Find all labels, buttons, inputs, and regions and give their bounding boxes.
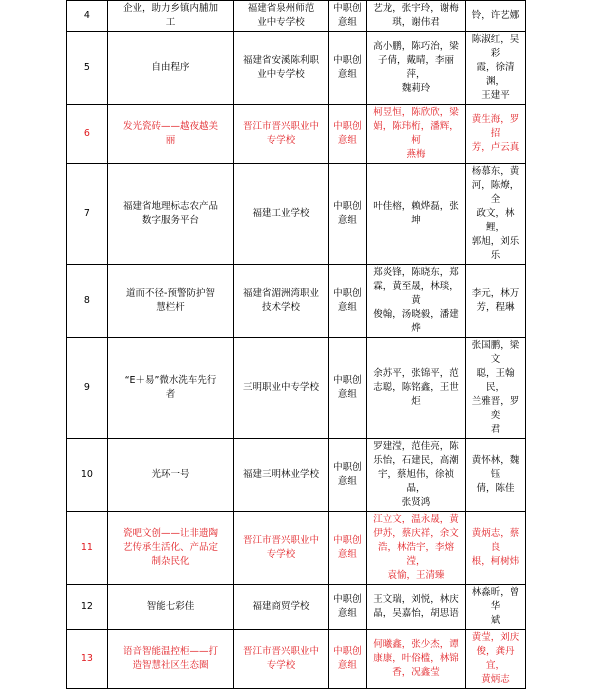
cell-text-line: 高小鹏，陈巧治，梁 — [373, 41, 459, 52]
cell-text-line: 中职创 — [333, 288, 362, 299]
cell-text-line: 中职创 — [333, 55, 362, 66]
advisors-cell — [465, 265, 525, 338]
row-number-cell: 12 — [67, 585, 108, 630]
cell-text-line: 智能七彩佳 — [146, 601, 195, 612]
award-list-table-sheet — [66, 0, 526, 689]
cell-text-line: 晶，吴嘉怡，胡思语 — [373, 608, 459, 619]
cell-text-line: 王文瑞，刘悦，林庆 — [373, 594, 459, 605]
cell-text-line: 君 — [490, 424, 501, 435]
members-cell — [367, 265, 466, 338]
cell-text-line: 黄生海，罗招 — [471, 114, 520, 139]
cell-text-line: 福建工业学校 — [252, 208, 310, 219]
group-cell — [328, 585, 367, 630]
cell-text-line: 福建三明林业学校 — [242, 469, 319, 480]
cell-text-line: 子倩，戴晴，李丽萍， — [378, 55, 455, 80]
school-cell — [234, 265, 328, 338]
cell-text-line: 中职创 — [333, 201, 362, 212]
table-row — [67, 439, 526, 512]
school-cell — [234, 105, 328, 164]
cell-text-line: 中职创 — [333, 121, 362, 132]
cell-text-line: 张贤鸿 — [401, 497, 431, 508]
cell-text-line: 娟，陈玮桁，潘辉，柯 — [373, 121, 459, 146]
advisors-cell — [465, 512, 525, 585]
members-cell — [367, 105, 466, 164]
project-cell — [107, 512, 234, 585]
cell-text-line: 余苏平，张锦平，范 — [373, 368, 459, 379]
cell-text-line: 意组 — [337, 476, 357, 487]
advisors-cell — [465, 630, 525, 689]
cell-text-line: 业中专学校 — [257, 69, 305, 80]
cell-text-line: 语音智能温控柜——打 — [123, 646, 219, 657]
table-row — [67, 630, 526, 689]
advisors-cell — [465, 338, 525, 439]
school-cell — [234, 32, 328, 105]
project-cell — [107, 630, 234, 689]
cell-text-line: 柯昱恒，陈欣欣，梁 — [373, 107, 459, 118]
cell-text-line: 中职创 — [333, 462, 362, 473]
cell-text-line: 坤 — [411, 215, 421, 226]
table-row — [67, 265, 526, 338]
cell-text-line: 丽 — [165, 135, 176, 146]
cell-text-line: 晋江市晋兴职业中 — [242, 646, 319, 657]
school-cell — [234, 164, 328, 265]
school-cell — [234, 630, 328, 689]
cell-text-line: 福建省泉州师范 — [247, 3, 315, 14]
cell-text-line: 魏莉玲 — [401, 83, 431, 94]
cell-text-line: 河，陈燎，全 — [471, 180, 520, 205]
group-cell — [328, 338, 367, 439]
members-cell — [367, 585, 466, 630]
table-row — [67, 585, 526, 630]
cell-text-line: 芳，程琳 — [476, 302, 515, 313]
cell-text-line: 意组 — [337, 549, 357, 560]
advisors-cell — [465, 32, 525, 105]
cell-text-line: 倩，陈佳 — [476, 483, 515, 494]
cell-text-line: 专学校 — [266, 660, 296, 671]
members-cell — [367, 164, 466, 265]
school-cell — [234, 439, 328, 512]
group-cell — [328, 512, 367, 585]
cell-text-line: 罗建滢，范佳亮，陈 — [373, 441, 459, 452]
cell-text-line: 意组 — [337, 69, 357, 80]
school-cell — [234, 338, 328, 439]
row-number-cell: 4 — [67, 1, 108, 32]
cell-text-line: 铃，许艺娜 — [471, 10, 520, 21]
members-cell — [367, 630, 466, 689]
cell-text-line: 福建省地理标志农产品 — [123, 201, 219, 212]
project-cell — [107, 1, 234, 32]
row-number-cell: 6 — [67, 105, 108, 164]
cell-text-line: 意组 — [337, 608, 357, 619]
row-number-cell: 13 — [67, 630, 108, 689]
cell-text-line: 芳，卢云真 — [471, 142, 520, 153]
members-cell — [367, 512, 466, 585]
cell-text-line: 郭旭，刘乐乐 — [471, 236, 520, 261]
cell-text-line: “E＋易”微水洗车先行 — [124, 375, 217, 386]
cell-text-line: 意组 — [337, 17, 357, 28]
text-cursor — [525, 256, 526, 268]
project-cell — [107, 105, 234, 164]
cell-text-line: 郑炎锋，陈晓东，郑 — [373, 267, 459, 278]
advisors-cell — [465, 1, 525, 32]
cell-text-line: 黄炳志，蔡良 — [471, 528, 520, 553]
cell-text-line: 艺传承生活化、产品定 — [123, 542, 219, 553]
project-cell — [107, 585, 234, 630]
table-row — [67, 338, 526, 439]
table-row — [67, 32, 526, 105]
project-cell — [107, 265, 234, 338]
cell-text-line: 制杂民化 — [151, 556, 190, 567]
group-cell — [328, 164, 367, 265]
cell-text-line: 福建商贸学校 — [252, 601, 310, 612]
cell-text-line: 造智慧社区生态圈 — [132, 660, 209, 671]
table-row — [67, 164, 526, 265]
cell-text-line: 数字服务平台 — [142, 215, 200, 226]
cell-text-line: 意组 — [337, 135, 357, 146]
cell-text-line: 企业，助力乡镇内脯加 — [123, 3, 219, 14]
cell-text-line: 政文，林鲤， — [476, 208, 515, 233]
cell-text-line: 杨慕东，黄 — [471, 166, 520, 177]
cell-text-line: 黄莹，刘庆 — [471, 632, 520, 643]
cell-text-line: 专学校 — [266, 549, 296, 560]
cell-text-line: 中职创 — [333, 3, 362, 14]
cell-text-line: 中职创 — [333, 646, 362, 657]
row-number-cell: 5 — [67, 32, 108, 105]
row-number-cell: 9 — [67, 338, 108, 439]
cell-text-line: 伊苏，蔡庆祥，余文 — [373, 528, 459, 539]
advisors-cell — [465, 164, 525, 265]
cell-text-line: 宇，蔡旭伟，徐祯晶， — [378, 469, 455, 494]
cell-text-line: 三明职业中专学校 — [242, 382, 319, 393]
cell-text-line: 叶佳榕，赖烨磊，张 — [373, 201, 459, 212]
cell-text-line: 福建省湄洲湾职业 — [242, 288, 319, 299]
cell-text-line: 林淼昕，曾华 — [471, 587, 520, 612]
project-cell — [107, 439, 234, 512]
cell-text-line: 技术学校 — [261, 302, 300, 313]
cell-text-line: 黄炳志 — [481, 674, 510, 685]
cell-text-line: 艺龙，张宇玲，谢梅 — [373, 3, 459, 14]
cell-text-line: 根，柯树炜 — [471, 556, 520, 567]
group-cell — [328, 265, 367, 338]
cell-text-line: 晋江市晋兴职业中 — [242, 121, 319, 132]
cell-text-line: 浩，林浩宇，李熔滢， — [378, 542, 455, 567]
cell-text-line: 意组 — [337, 660, 357, 671]
award-table-body — [67, 1, 526, 689]
group-cell — [328, 32, 367, 105]
cell-text-line: 康康，叶俗槛，林锦 — [373, 653, 459, 664]
cell-text-line: 俊，龚丹宜， — [476, 646, 515, 671]
cell-text-line: 中职创 — [333, 594, 362, 605]
members-cell — [367, 1, 466, 32]
cell-text-line: 香，况鑫莹 — [392, 667, 440, 678]
cell-text-line: 聪，王翰民， — [476, 368, 515, 393]
cell-text-line: 烨 — [411, 323, 421, 334]
cell-text-line: 者 — [165, 389, 176, 400]
cell-text-line: 黄怀林，魏钰 — [471, 455, 520, 480]
cell-text-line: 霞，徐清渊， — [476, 62, 515, 87]
cell-text-line: 乐怡，石建民，高潮 — [373, 455, 459, 466]
cell-text-line: 斌 — [490, 615, 501, 626]
cell-text-line: 兰雅晋，罗奕 — [471, 396, 520, 421]
cell-text-line: 中职创 — [333, 375, 362, 386]
cell-text-line: 何曦鑫，张少杰，谭 — [373, 639, 459, 650]
row-number-cell: 11 — [67, 512, 108, 585]
project-cell — [107, 32, 234, 105]
cell-text-line: 陈淑红，吴彩 — [471, 34, 520, 59]
table-row — [67, 512, 526, 585]
project-cell — [107, 338, 234, 439]
cell-text-line: 袁愉，王清臻 — [387, 570, 445, 581]
cell-text-line: 炬 — [411, 396, 421, 407]
cell-text-line: 意组 — [337, 215, 357, 226]
school-cell — [234, 1, 328, 32]
members-cell — [367, 32, 466, 105]
cell-text-line: 自由程序 — [151, 62, 190, 73]
cell-text-line: 燕梅 — [406, 149, 426, 160]
members-cell — [367, 439, 466, 512]
cell-text-line: 工 — [165, 17, 176, 28]
cell-text-line: 王建平 — [481, 90, 510, 101]
cell-text-line: 专学校 — [266, 135, 296, 146]
cell-text-line: 张国鹏，梁文 — [471, 340, 520, 365]
table-row — [67, 1, 526, 32]
cell-text-line: 晋江市晋兴职业中 — [242, 535, 319, 546]
group-cell — [328, 105, 367, 164]
group-cell — [328, 439, 367, 512]
advisors-cell — [465, 585, 525, 630]
cell-text-line: 志聪，陈铭鑫，王世 — [373, 382, 459, 393]
cell-text-line: 发光瓷砖——越夜越美 — [123, 121, 219, 132]
cell-text-line: 江立文，温永晟，黄 — [373, 514, 459, 525]
cell-text-line: 李元，林万 — [471, 288, 520, 299]
cell-text-line: 业中专学校 — [257, 17, 305, 28]
cell-text-line: 霖，黄至晟，林琰，黄 — [373, 281, 459, 306]
table-row — [67, 105, 526, 164]
cell-text-line: 光环一号 — [151, 469, 190, 480]
cell-text-line: 慧栏杆 — [156, 302, 185, 313]
row-number-cell: 10 — [67, 439, 108, 512]
school-cell — [234, 512, 328, 585]
cell-text-line: 琪，谢伟君 — [392, 17, 440, 28]
cell-text-line: 道而不径-预警防护智 — [126, 288, 215, 299]
school-cell — [234, 585, 328, 630]
cell-text-line: 俊翰，汤晓毅，潘建 — [373, 309, 459, 320]
advisors-cell — [465, 439, 525, 512]
cell-text-line: 意组 — [337, 389, 357, 400]
row-number-cell: 8 — [67, 265, 108, 338]
group-cell — [328, 1, 367, 32]
cell-text-line: 中职创 — [333, 535, 362, 546]
cell-text-line: 福建省安溪陈利职 — [242, 55, 319, 66]
members-cell — [367, 338, 466, 439]
group-cell — [328, 630, 367, 689]
cell-text-line: 意组 — [337, 302, 357, 313]
row-number-cell: 7 — [67, 164, 108, 265]
award-table — [66, 0, 526, 689]
cell-text-line: 瓷吧文创——让非遗陶 — [123, 528, 219, 539]
project-cell — [107, 164, 234, 265]
advisors-cell — [465, 105, 525, 164]
